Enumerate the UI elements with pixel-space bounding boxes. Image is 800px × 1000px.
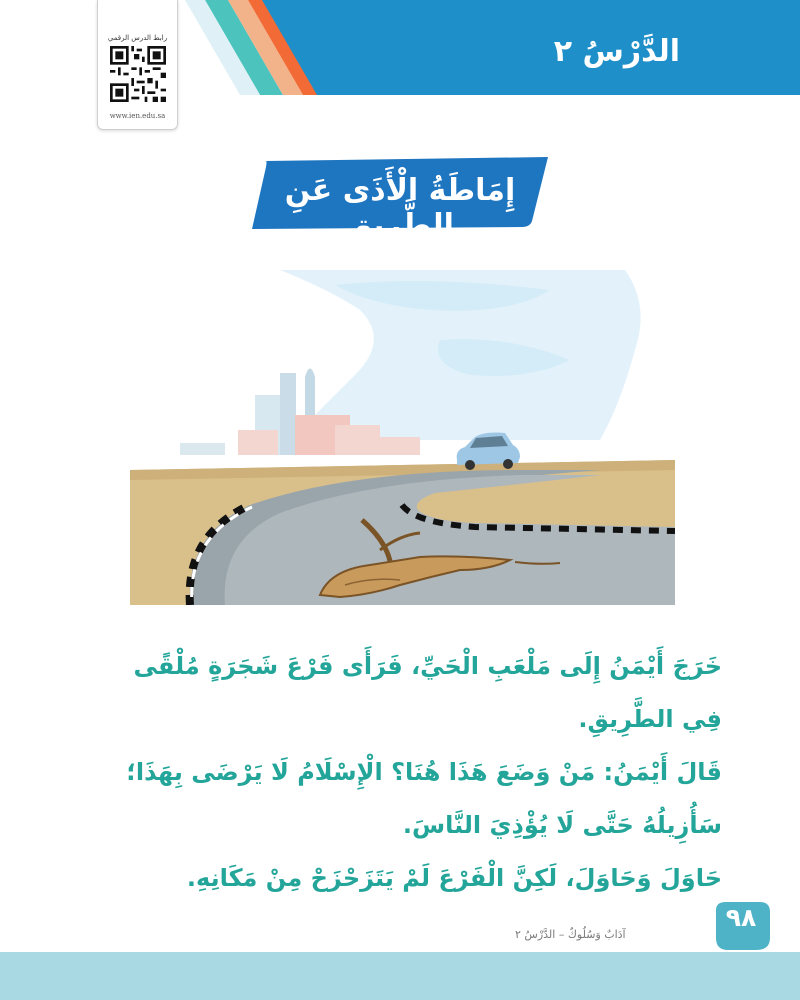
lesson-banner xyxy=(248,157,552,243)
story-line-3: حَاوَلَ وَحَاوَلَ، لَكِنَّ الْفَرْعَ لَمْ يَتَزَحْزَحْ مِنْ مَكَانِهِ. xyxy=(186,864,722,892)
story-line-1: خَرَجَ أَيْمَنُ إِلَى مَلْعَبِ الْحَيِّ، فَرَأَى فَرْعَ شَجَرَةٍ مُلْقًى فِي الطَّرِيقِ. xyxy=(133,652,722,733)
qr-code-icon[interactable] xyxy=(110,46,166,102)
qr-caption: رابط الدرس الرقمي xyxy=(107,34,168,42)
story-line-2: قَالَ أَيْمَنُ: مَنْ وَضَعَ هَذَا هُنَا؟ الْإِسْلَامُ لَا يَرْضَى بِهَذَا؛ سَأُزِيلُهُ حَتَّى لَا يُؤْذِيَ النَّاسَ. xyxy=(126,758,722,839)
road-illustration xyxy=(130,265,675,605)
lesson-title: الدَّرْسُ ٢ xyxy=(553,34,680,69)
page-number: ٩٨ xyxy=(725,903,757,932)
qr-card[interactable] xyxy=(97,0,178,130)
qr-url[interactable]: www.ien.edu.sa xyxy=(109,112,166,120)
lesson-heading: إِمَاطَةُ الْأَذَى عَنِ الطَّرِيقِ xyxy=(284,173,516,243)
story-text xyxy=(90,640,722,905)
footer-caption: آدَابٌ وَسُلُوكٌ – الدَّرْسُ ٢ xyxy=(515,928,626,941)
footer-band xyxy=(0,952,800,1000)
